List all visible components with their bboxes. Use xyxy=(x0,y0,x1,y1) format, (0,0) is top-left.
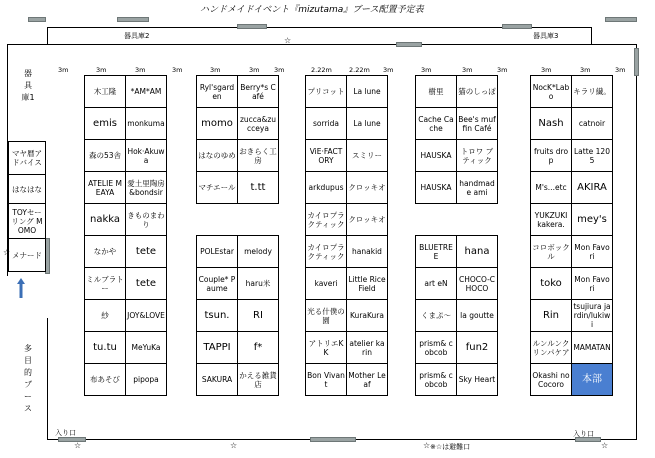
booth-row xyxy=(416,108,498,140)
booth-cell[interactable]: toko xyxy=(531,268,572,300)
booth-row xyxy=(306,364,388,396)
booth-row xyxy=(531,76,613,108)
booth-cell[interactable]: monkuma xyxy=(126,108,167,140)
booth-row xyxy=(85,300,167,332)
booth-cell[interactable]: ViE·FACTORY xyxy=(306,140,347,172)
booth-cell[interactable]: マヤ暦アドバイス xyxy=(9,142,46,175)
booth-row xyxy=(197,268,279,300)
width-label: 3m xyxy=(497,66,508,74)
booth-row xyxy=(306,268,388,300)
booth-cell[interactable]: Berry*s Café xyxy=(238,76,279,108)
booth-row xyxy=(416,236,498,268)
booth-row xyxy=(306,300,388,332)
door-top-2 xyxy=(117,17,149,22)
width-label: 3m xyxy=(383,66,394,74)
width-label: 2.22m xyxy=(311,66,332,74)
booth-cell[interactable]: *AM*AM xyxy=(126,76,167,108)
booth-cell[interactable]: KuraKura xyxy=(347,300,388,332)
booth-row xyxy=(306,236,388,268)
booth-cell[interactable]: ミルブラトー xyxy=(85,268,126,300)
booth-block-2 xyxy=(196,75,279,396)
booth-row xyxy=(197,300,279,332)
aisle-gap xyxy=(197,204,279,236)
booth-cell[interactable]: なかや xyxy=(85,236,126,268)
booth-cell[interactable]: melody xyxy=(238,236,279,268)
booth-cell[interactable]: atelier karin xyxy=(347,332,388,364)
booth-cell[interactable]: Little Rice Field xyxy=(347,268,388,300)
booth-cell[interactable]: arkdupus xyxy=(306,172,347,204)
booth-row xyxy=(197,364,279,396)
entrance-arrow-icon xyxy=(17,278,25,298)
booth-row xyxy=(85,364,167,396)
width-label: 3m xyxy=(210,66,221,74)
booth-cell[interactable]: nakka xyxy=(85,204,126,236)
booth-cell[interactable]: tsujiura jardin/lukiwi xyxy=(572,300,613,332)
booth-row xyxy=(85,268,167,300)
booth-row xyxy=(416,268,498,300)
booth-cell[interactable]: pipopa xyxy=(126,364,167,396)
booth-cell[interactable]: プリコット xyxy=(306,76,347,108)
door-top-left xyxy=(28,17,46,22)
booth-row xyxy=(306,332,388,364)
booth-cell[interactable]: スミリー xyxy=(347,140,388,172)
booth-cell[interactable]: キラリ繊。 xyxy=(572,76,613,108)
booth-row xyxy=(531,140,613,172)
emergency-exit-note: ※☆は避難口 xyxy=(430,443,471,451)
door-top-5 xyxy=(502,24,532,29)
booth-row xyxy=(531,236,613,268)
door-top-3 xyxy=(237,24,267,29)
booth-cell[interactable]: La lune xyxy=(347,108,388,140)
booth-cell[interactable]: tsun. xyxy=(197,300,238,332)
booth-cell[interactable]: prism& cobcob xyxy=(416,364,457,396)
booth-row xyxy=(531,268,613,300)
booth-cell[interactable]: f* xyxy=(238,332,279,364)
booth-cell[interactable]: Sky Heart xyxy=(457,364,498,396)
booth-cell[interactable]: HAUSKA xyxy=(416,140,457,172)
width-label: 3m xyxy=(135,66,146,74)
booth-row xyxy=(197,76,279,108)
emergency-exit-star: ☆ xyxy=(284,36,292,45)
booth-row xyxy=(531,332,613,364)
booth-cell[interactable]: tete xyxy=(126,236,167,268)
booth-cell[interactable]: 樹里 xyxy=(416,76,457,108)
booth-cell[interactable]: HAUSKA xyxy=(416,172,457,204)
booth-row xyxy=(416,300,498,332)
booth-cell[interactable]: hana xyxy=(457,236,498,268)
booth-cell[interactable]: コロボックル xyxy=(531,236,572,268)
wall-left-upper xyxy=(47,27,48,44)
width-label: 3m xyxy=(541,66,552,74)
booth-row xyxy=(416,172,498,204)
booth-cell[interactable]: handmade ami xyxy=(457,172,498,204)
door-right-1 xyxy=(634,48,639,76)
booth-cell[interactable]: zucca&zucceya xyxy=(238,108,279,140)
booth-cell[interactable]: はなはな xyxy=(9,175,46,204)
booth-cell[interactable]: TOYセーリング MOMO xyxy=(9,204,46,239)
booth-row xyxy=(85,204,167,236)
booth-cell[interactable]: La lune xyxy=(347,76,388,108)
booth-cell[interactable]: Mon Favori xyxy=(572,236,613,268)
booth-row xyxy=(531,172,613,204)
booth-cell[interactable]: 本部 xyxy=(572,364,613,396)
booth-cell[interactable]: RI xyxy=(238,300,279,332)
booth-cell[interactable]: かえる雑貨店 xyxy=(238,364,279,396)
booth-cell[interactable]: クロッキオ xyxy=(347,172,388,204)
booth-cell[interactable]: catnoir xyxy=(572,108,613,140)
width-label: 3m xyxy=(580,66,591,74)
booth-cell[interactable]: Ryl'sgarden xyxy=(197,76,238,108)
width-label: 3m xyxy=(58,66,69,74)
width-label: 3m xyxy=(172,66,183,74)
aisle-gap-cell xyxy=(197,204,279,236)
booth-cell[interactable]: CHOCO-CHOCO xyxy=(457,268,498,300)
booth-cell[interactable]: kaveri xyxy=(306,268,347,300)
width-label: 3m xyxy=(96,66,107,74)
warehouse1-label: 器具庫1 xyxy=(21,69,35,102)
emergency-exit-star: ☆ xyxy=(3,248,11,257)
booth-row xyxy=(85,140,167,172)
booth-row xyxy=(306,140,388,172)
booth-cell[interactable]: Rin xyxy=(531,300,572,332)
wall-top xyxy=(7,44,636,45)
booth-cell[interactable]: MeYuKa xyxy=(126,332,167,364)
booth-cell[interactable]: Nash xyxy=(531,108,572,140)
booth-block-3 xyxy=(305,75,388,396)
booth-cell[interactable]: hanakid xyxy=(347,236,388,268)
booth-row xyxy=(85,76,167,108)
booth-row xyxy=(531,204,613,236)
booth-cell[interactable]: きものまわり xyxy=(126,204,167,236)
booth-row xyxy=(197,108,279,140)
wall-left-lower xyxy=(47,318,48,440)
booth-row xyxy=(197,172,279,204)
booth-cell[interactable]: emis xyxy=(85,108,126,140)
booth-row xyxy=(531,108,613,140)
emergency-exit-star: ☆ xyxy=(74,441,82,450)
booth-block-1 xyxy=(84,75,167,396)
booth-block-4 xyxy=(415,75,498,396)
booth-cell[interactable]: POLEstar xyxy=(197,236,238,268)
booth-row xyxy=(306,76,388,108)
emergency-exit-star: ☆ xyxy=(601,441,609,450)
booth-cell[interactable]: Bon Vivant xyxy=(306,364,347,396)
booth-cell[interactable]: Latte 1205 xyxy=(572,140,613,172)
booth-cell[interactable]: Hok·Akuwa xyxy=(126,140,167,172)
booth-cell[interactable]: 木工隆 xyxy=(85,76,126,108)
booth-cell[interactable]: NocK*Labo xyxy=(531,76,572,108)
booth-cell[interactable]: 猫のしっぽ xyxy=(457,76,498,108)
booth-cell[interactable]: tu.tu xyxy=(85,332,126,364)
emergency-exit-star: ☆ xyxy=(423,441,431,450)
aisle-gap-cell xyxy=(416,204,498,236)
booth-cell[interactable]: 愛土里陶房&bondsir xyxy=(126,172,167,204)
booth-cell[interactable]: haru米 xyxy=(238,268,279,300)
booth-cell[interactable]: はなのゆめ xyxy=(197,140,238,172)
door-top-6 xyxy=(605,17,637,22)
booth-cell[interactable]: トロワ ブティック xyxy=(457,140,498,172)
booth-cell[interactable]: Okashi no Cocoro xyxy=(531,364,572,396)
booth-row xyxy=(531,300,613,332)
width-label: 3m xyxy=(615,66,626,74)
door-top-4 xyxy=(396,42,422,47)
booth-block-5 xyxy=(530,75,613,396)
booth-row xyxy=(197,236,279,268)
width-label: 2.22m xyxy=(349,66,370,74)
booth-cell[interactable]: 紗 xyxy=(85,300,126,332)
booth-row xyxy=(306,172,388,204)
booth-cell[interactable]: JOY&LOVE xyxy=(126,300,167,332)
booth-cell[interactable]: tete xyxy=(126,268,167,300)
left-booth-column xyxy=(8,141,46,272)
booth-row xyxy=(531,364,613,396)
multipurpose-booth-label: 多目的ブース xyxy=(24,344,32,413)
entrance-right-label: 入り口 xyxy=(573,430,594,438)
booth-cell[interactable]: 森の53舎 xyxy=(85,140,126,172)
booth-cell[interactable]: アトリエKK xyxy=(306,332,347,364)
booth-cell[interactable]: mey's xyxy=(572,204,613,236)
booth-row xyxy=(85,108,167,140)
booth-row xyxy=(416,332,498,364)
booth-cell[interactable]: fruits drop xyxy=(531,140,572,172)
booth-cell[interactable]: クロッキオ xyxy=(347,204,388,236)
width-label: 3m xyxy=(462,66,473,74)
booth-cell[interactable]: Mon Favori xyxy=(572,268,613,300)
booth-cell[interactable]: AKIRA xyxy=(572,172,613,204)
width-label: 3m xyxy=(421,66,432,74)
booth-row xyxy=(197,332,279,364)
booth-cell[interactable]: Couple* Paume xyxy=(197,268,238,300)
aisle-gap xyxy=(416,204,498,236)
booth-cell[interactable]: sorrida xyxy=(306,108,347,140)
booth-cell[interactable]: おきらく工房 xyxy=(238,140,279,172)
booth-cell[interactable]: くまぷ～ xyxy=(416,300,457,332)
width-label: 3m xyxy=(274,66,285,74)
booth-cell[interactable]: Cache Cache xyxy=(416,108,457,140)
warehouse3-label: 器具庫3 xyxy=(533,32,559,40)
booth-row xyxy=(416,140,498,172)
booth-cell[interactable]: fun2 xyxy=(457,332,498,364)
booth-cell[interactable]: M's...etc xyxy=(531,172,572,204)
booth-cell[interactable]: ATELIE MEAYA xyxy=(85,172,126,204)
booth-cell[interactable]: prism& cobcob xyxy=(416,332,457,364)
booth-cell[interactable]: SAKURA xyxy=(197,364,238,396)
booth-row xyxy=(85,172,167,204)
booth-row xyxy=(85,236,167,268)
booth-cell[interactable]: MAMATAN xyxy=(572,332,613,364)
booth-cell[interactable]: ルンルンクリンパケア xyxy=(531,332,572,364)
booth-row xyxy=(85,332,167,364)
booth-row xyxy=(197,140,279,172)
entrance-left-label: 入り口 xyxy=(55,429,76,437)
booth-row xyxy=(416,76,498,108)
booth-cell[interactable]: YUKZUKI kakera. xyxy=(531,204,572,236)
wall-right-upper xyxy=(591,27,592,44)
wall-right xyxy=(636,44,637,440)
booth-cell[interactable]: 布あそび xyxy=(85,364,126,396)
door-bottom-mid xyxy=(310,437,356,442)
booth-row xyxy=(416,364,498,396)
emergency-exit-star: ☆ xyxy=(230,441,238,450)
booth-cell[interactable]: 光る什僕の園 xyxy=(306,300,347,332)
booth-cell[interactable]: la goutte xyxy=(457,300,498,332)
booth-cell[interactable]: momo xyxy=(197,108,238,140)
booth-cell[interactable]: BLUETREE xyxy=(416,236,457,268)
booth-cell[interactable]: Mother Leaf xyxy=(347,364,388,396)
booth-cell[interactable]: Bee's muffin Café xyxy=(457,108,498,140)
booth-row xyxy=(306,108,388,140)
width-label: 3m xyxy=(249,66,260,74)
booth-cell[interactable]: カイロプラクティック xyxy=(306,204,347,236)
booth-cell[interactable]: メナード xyxy=(9,239,46,272)
booth-cell[interactable]: カイロプラクティック xyxy=(306,236,347,268)
page-title: ハンドメイドイベント『mizutama』ブース配置予定表 xyxy=(200,5,424,15)
booth-cell[interactable]: TAPPI xyxy=(197,332,238,364)
booth-row xyxy=(306,204,388,236)
booth-cell[interactable]: マチエール xyxy=(197,172,238,204)
booth-cell[interactable]: art eN xyxy=(416,268,457,300)
booth-cell[interactable]: t.tt xyxy=(238,172,279,204)
warehouse2-label: 器具庫2 xyxy=(124,32,150,40)
